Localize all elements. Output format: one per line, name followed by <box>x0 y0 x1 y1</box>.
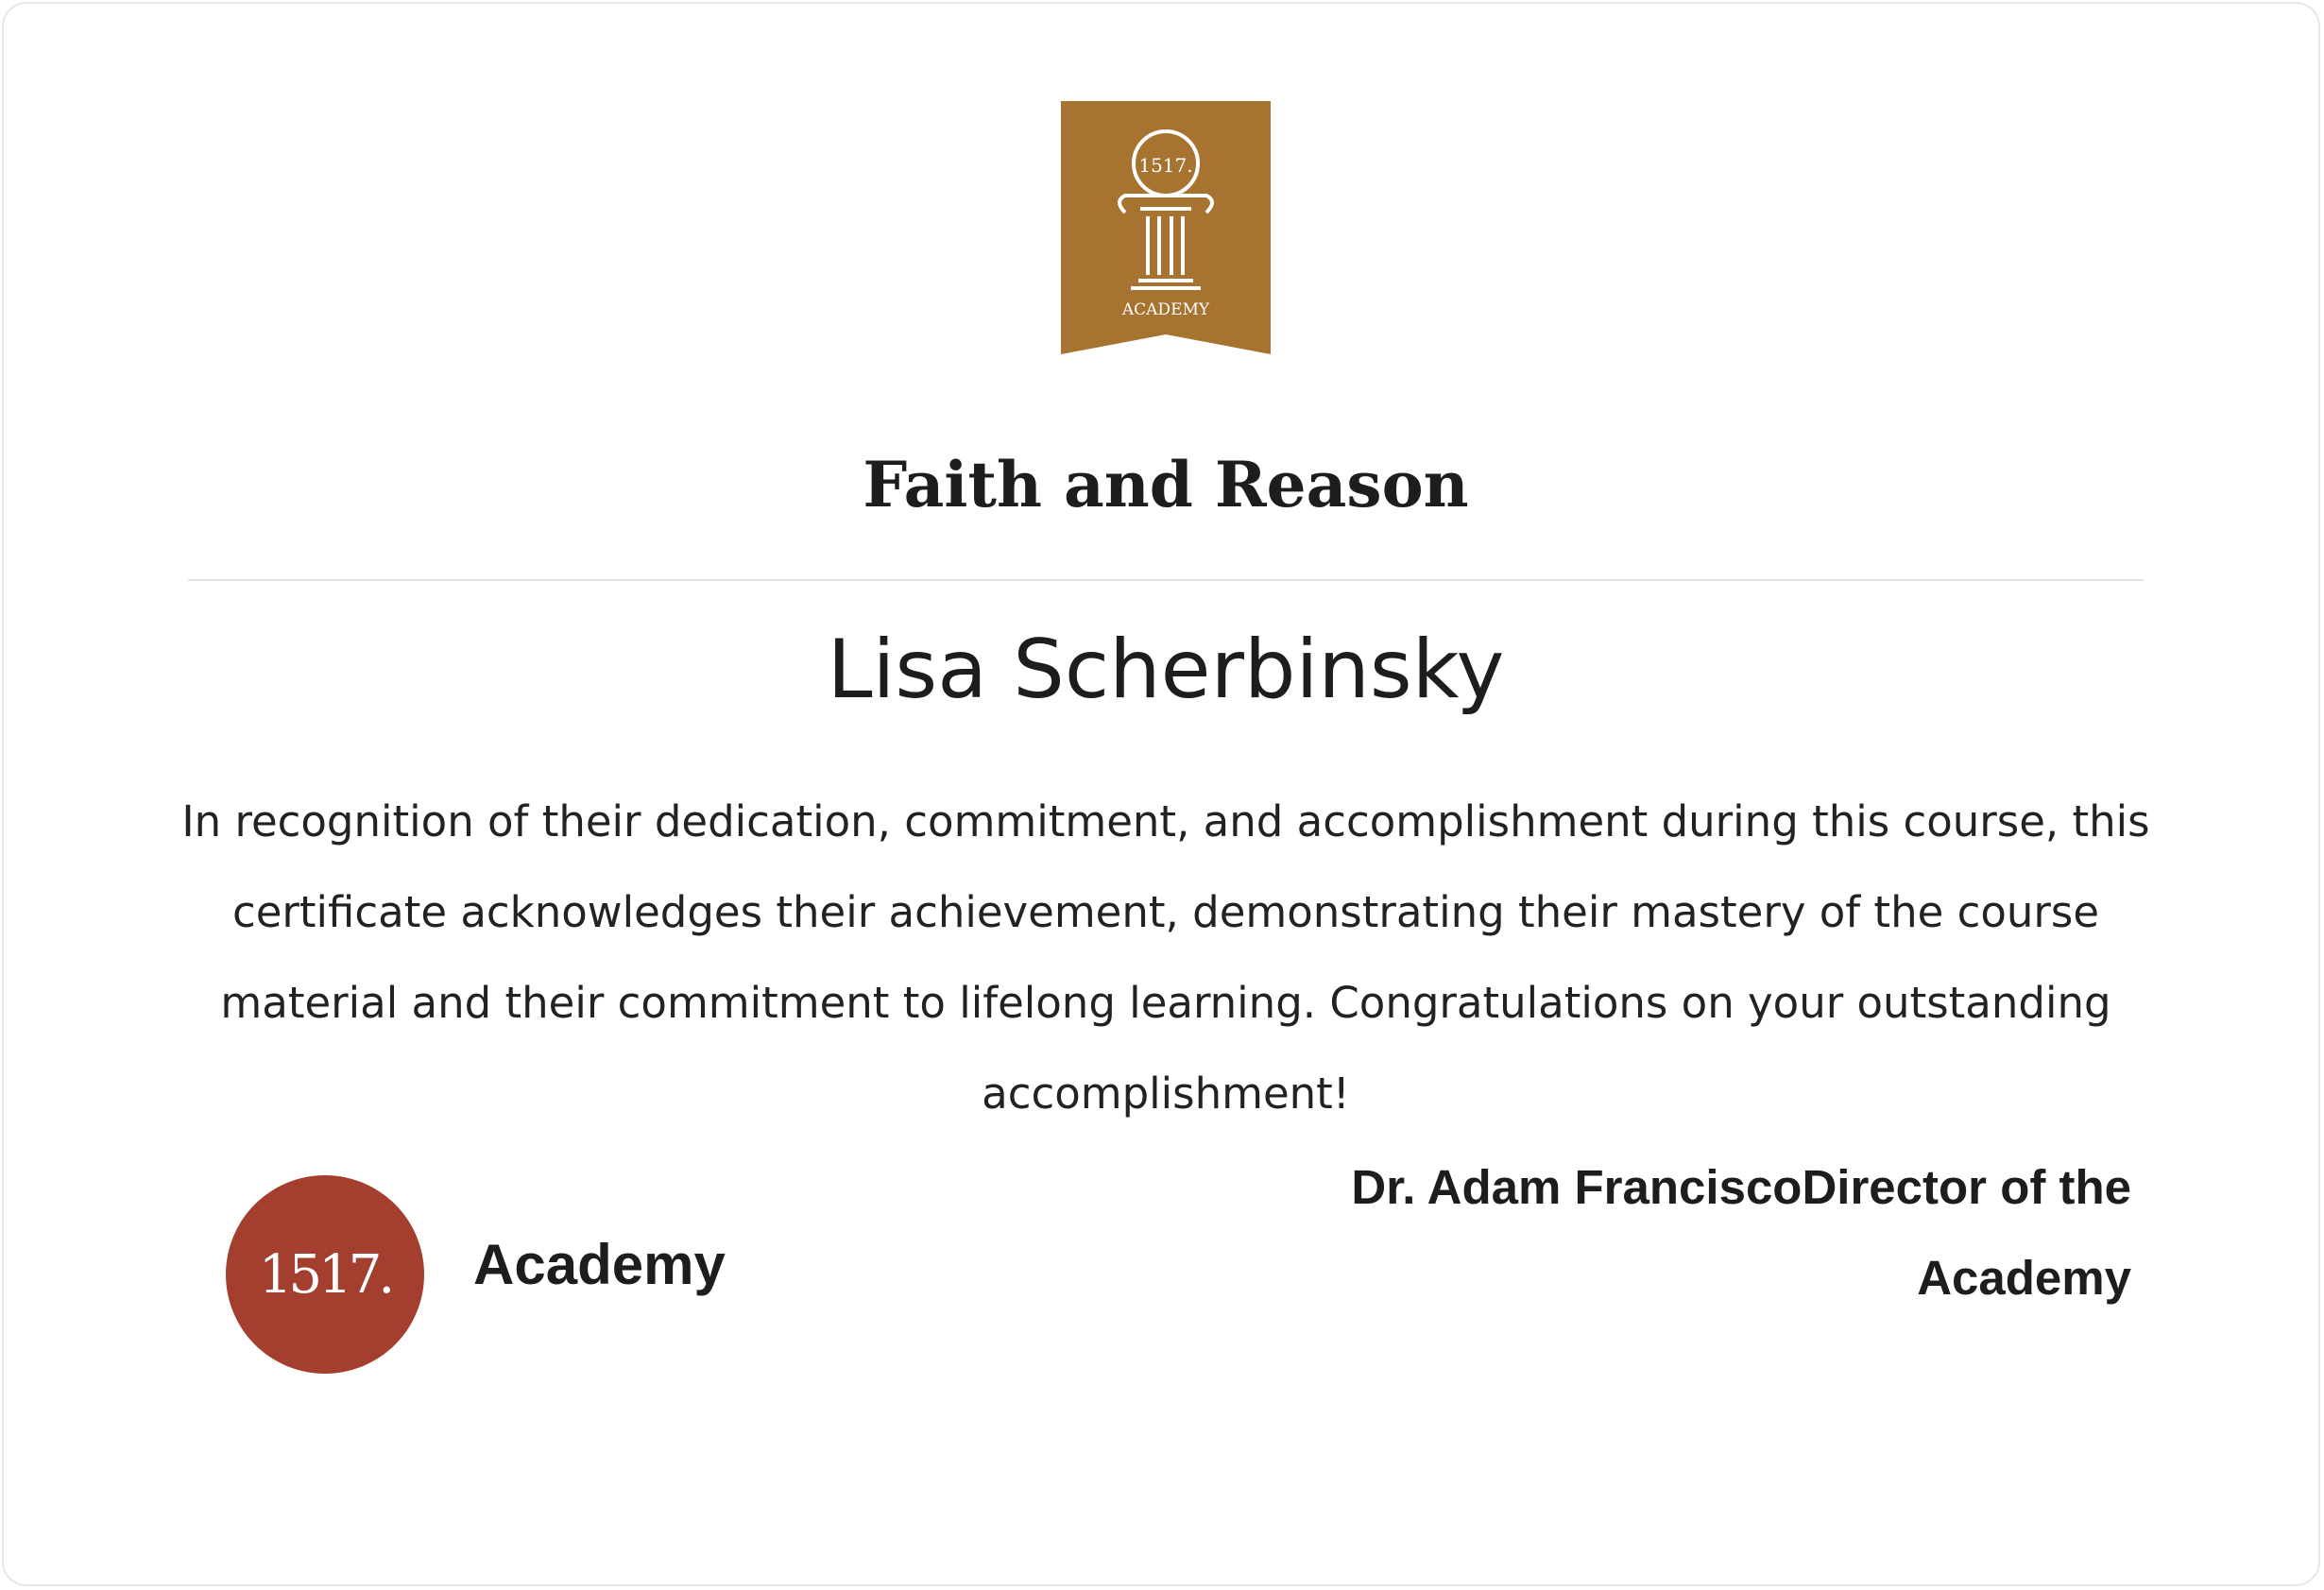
1517-seal-logo <box>226 1175 424 1374</box>
certificate-card <box>2 2 2320 1586</box>
recipient-name: Lisa Scherbinsky <box>827 623 1505 717</box>
course-title: Faith and Reason <box>863 448 1469 521</box>
certificate-body-text: In recognition of their dedication, commitment, and accomplishment during this course, this certificate acknowledges their achievement, demonstrating their mastery of the course material and their commitment to lifelong learning. Congratulations on your outstanding accomplishment! <box>181 796 2150 1119</box>
svg-text:ACADEMY: ACADEMY <box>1121 300 1210 319</box>
academy-banner-logo <box>1061 101 1271 354</box>
signatory: Dr. Adam FranciscoDirector of the Academy <box>1351 1160 2131 1305</box>
seal-number: 1517. <box>258 1243 392 1306</box>
svg-text:1517.: 1517. <box>1138 154 1193 177</box>
organization-name: Academy <box>473 1233 726 1296</box>
divider <box>188 579 2144 581</box>
